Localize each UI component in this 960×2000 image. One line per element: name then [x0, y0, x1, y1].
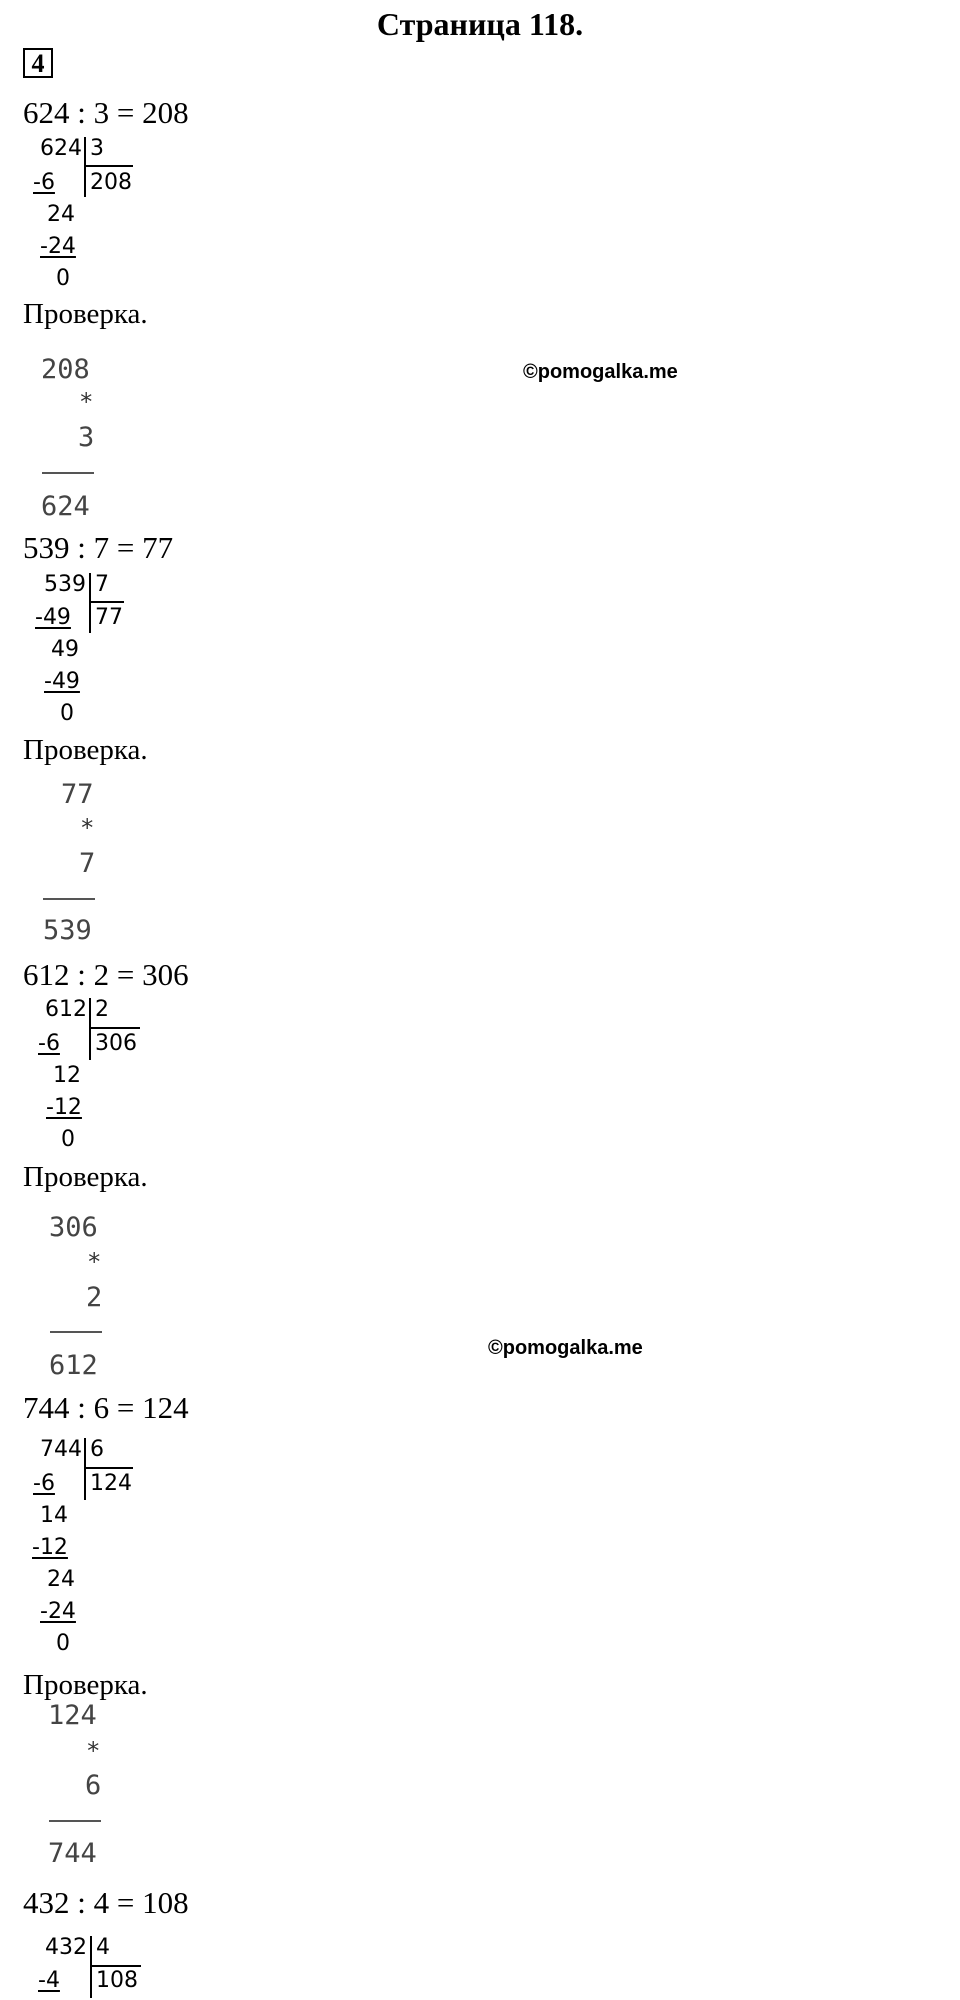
product: 612: [49, 1350, 98, 1381]
division-vertical-line: [90, 1936, 92, 1998]
division-step: -12: [32, 1535, 68, 1560]
divisor: 4: [96, 1935, 110, 1960]
division-step: -24: [40, 234, 76, 259]
factor: 306: [49, 1212, 98, 1243]
equation: 744 : 6 = 124: [23, 1390, 189, 1425]
division-vertical-line: [89, 573, 91, 633]
division-horizontal-line: [91, 1965, 141, 1967]
factor: 3: [78, 422, 95, 453]
division-vertical-line: [84, 137, 86, 197]
quotient: 208: [90, 170, 132, 195]
division-step: -49: [35, 605, 71, 630]
product-line: [43, 898, 95, 900]
product: 624: [41, 491, 90, 522]
divisor: 7: [95, 572, 109, 597]
divisor: 2: [95, 997, 109, 1022]
division-horizontal-line: [90, 601, 124, 603]
division-step: -24: [40, 1599, 76, 1624]
division-step: 14: [40, 1503, 68, 1528]
division-horizontal-line: [85, 1467, 133, 1469]
division-step: -6: [33, 170, 55, 195]
equation: 432 : 4 = 108: [23, 1885, 189, 1920]
product: 744: [48, 1838, 97, 1869]
equation: 612 : 2 = 306: [23, 957, 189, 992]
division-step: 0: [56, 1631, 70, 1656]
check-label: Проверка.: [23, 1669, 148, 1701]
factor: 2: [86, 1282, 103, 1313]
check-label: Проверка.: [23, 298, 148, 330]
task-number-box: 4: [23, 48, 53, 78]
division-horizontal-line: [90, 1027, 140, 1029]
check-label: Проверка.: [23, 1161, 148, 1193]
quotient: 77: [95, 605, 123, 630]
multiply-sign: *: [86, 1737, 101, 1765]
division-step: 24: [47, 202, 75, 227]
product-line: [42, 472, 94, 474]
product: 539: [43, 915, 92, 946]
factor: 6: [85, 1770, 102, 1801]
division-step: 12: [53, 1063, 81, 1088]
division-step: 0: [60, 701, 74, 726]
divisor: 3: [90, 136, 104, 161]
factor: 7: [79, 848, 96, 879]
watermark: ©pomogalka.me: [523, 361, 678, 383]
division-step: -4: [38, 1968, 60, 1993]
division-step: 24: [47, 1567, 75, 1592]
dividend: 612: [45, 997, 87, 1022]
product-line: [50, 1331, 102, 1333]
equation: 624 : 3 = 208: [23, 95, 189, 130]
division-step: -12: [46, 1095, 82, 1120]
division-horizontal-line: [85, 165, 133, 167]
dividend: 744: [40, 1437, 82, 1462]
division-step: -6: [33, 1471, 55, 1496]
factor: 77: [61, 779, 94, 810]
divisor: 6: [90, 1437, 104, 1462]
watermark: ©pomogalka.me: [488, 1337, 643, 1359]
factor: 208: [41, 354, 90, 385]
dividend: 539: [44, 572, 86, 597]
division-step: 0: [61, 1127, 75, 1152]
check-label: Проверка.: [23, 734, 148, 766]
page-title: Страница 118.: [376, 6, 584, 42]
equation: 539 : 7 = 77: [23, 530, 174, 565]
division-step: 49: [51, 637, 79, 662]
product-line: [49, 1820, 101, 1822]
quotient: 108: [96, 1968, 138, 1993]
quotient: 124: [90, 1471, 132, 1496]
quotient: 306: [95, 1031, 137, 1056]
multiply-sign: *: [79, 388, 94, 416]
dividend: 432: [45, 1935, 87, 1960]
division-step: -49: [44, 669, 80, 694]
dividend: 624: [40, 136, 82, 161]
division-step: -6: [38, 1031, 60, 1056]
division-vertical-line: [89, 998, 91, 1060]
division-vertical-line: [84, 1438, 86, 1500]
multiply-sign: *: [80, 814, 95, 842]
multiply-sign: *: [87, 1248, 102, 1276]
division-step: 0: [56, 266, 70, 291]
factor: 124: [48, 1700, 97, 1731]
